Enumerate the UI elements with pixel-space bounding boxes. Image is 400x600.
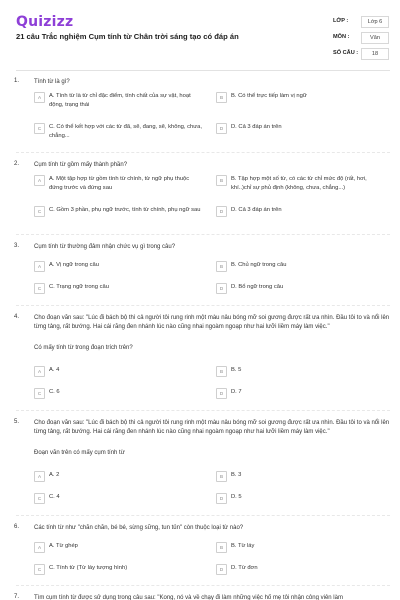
option-letter-box: D: [216, 206, 227, 217]
option-letter-box: A: [34, 471, 45, 482]
answer-option-b[interactable]: [216, 175, 388, 193]
meta-subject: [333, 30, 391, 46]
answer-option-c[interactable]: [34, 388, 206, 406]
meta-count-value: 18: [361, 48, 389, 60]
answer-option-c[interactable]: [34, 493, 206, 511]
option-letter-box: D: [216, 283, 227, 294]
option-text: A. Một tập hợp từ gồm tính từ chính, từ ngữ phụ thuộc đứng trước và đứng sau: [49, 176, 190, 191]
answer-option-d[interactable]: [216, 206, 388, 224]
option-letter-box: B: [216, 471, 227, 482]
option-text: B. Từ láy: [231, 543, 255, 549]
option-text: C. Có thể kết hợp với các từ đã, sẽ, đang, sẽ, không, chưa, chẳng...: [49, 124, 202, 139]
option-letter-box: C: [34, 123, 45, 134]
question-number: 7.: [14, 594, 20, 600]
option-text: D. 5: [231, 494, 242, 500]
option-text: D. Cả 3 đáp án trên: [231, 124, 282, 130]
answer-option-c[interactable]: [34, 206, 206, 224]
option-letter-box: A: [34, 175, 45, 186]
question-prompt: Có mấy tính từ trong đoạn trích trên?: [34, 345, 133, 351]
answer-option-c[interactable]: [34, 123, 206, 141]
option-text: C. Tính từ (Từ láy tượng hình): [49, 565, 128, 571]
option-letter-box: D: [216, 388, 227, 399]
question-text: Cho đoạn văn sau: "Lúc đi bách bộ thì cả người tôi rung rinh một màu nâu bóng mỡ soi gương được rất ưa nhìn. Đầu tôi to và nổi lên từng tảng, rất bướng. Hai cái răng đen nhánh lúc nào cũng nhai ngoàm ngoạp như hai lưỡi liềm máy làm việc.": [34, 420, 390, 436]
option-text: B. 5: [231, 367, 242, 373]
answer-option-a[interactable]: [34, 261, 206, 279]
option-letter-box: B: [216, 175, 227, 186]
question-number: 1.: [14, 78, 20, 84]
option-letter-box: A: [34, 261, 45, 272]
meta-class: [333, 14, 391, 30]
answer-option-c[interactable]: [34, 564, 206, 582]
question-text: Cụm tính từ gồm mấy thành phần?: [34, 162, 128, 168]
option-text: B. Có thể trực tiếp làm vị ngữ: [231, 93, 307, 99]
answer-option-d[interactable]: [216, 123, 388, 141]
answer-option-a[interactable]: [34, 92, 206, 110]
answer-option-b[interactable]: [216, 471, 388, 489]
option-letter-box: D: [216, 123, 227, 134]
option-text: D. Bổ ngữ trong câu: [231, 284, 284, 290]
option-text: A. Tính từ là từ chỉ đặc điểm, tính chất của sự vật, hoạt động, trạng thái: [49, 93, 191, 108]
option-letter-box: C: [34, 493, 45, 504]
answer-option-b[interactable]: [216, 542, 388, 560]
answer-option-d[interactable]: [216, 388, 388, 406]
option-letter-box: A: [34, 92, 45, 103]
answer-option-b[interactable]: [216, 261, 388, 279]
question-text: Tìm cụm tính từ được sử dụng trong câu sau: "Kong, nó và về chạy đi làm những việc hố mẹ tôi nhận công viên làm: [34, 595, 343, 600]
question-separator: [16, 515, 390, 516]
worksheet-meta: [333, 14, 391, 62]
option-letter-box: C: [34, 283, 45, 294]
meta-class-label: LỚP :: [333, 18, 349, 24]
question-number: 2.: [14, 161, 20, 167]
question-separator: [16, 410, 390, 411]
option-letter-box: B: [216, 366, 227, 377]
answer-option-b[interactable]: [216, 366, 388, 384]
option-text: A. 4: [49, 367, 60, 373]
answer-option-a[interactable]: [34, 542, 206, 560]
option-letter-box: B: [216, 261, 227, 272]
option-letter-box: A: [34, 366, 45, 377]
answer-option-c[interactable]: [34, 283, 206, 301]
option-text: D. 7: [231, 389, 242, 395]
question-number: 5.: [14, 419, 20, 425]
option-text: A. Vị ngữ trong câu: [49, 262, 99, 268]
meta-count: [333, 46, 391, 62]
question-text: Cụm tính từ thường đảm nhận chức vụ gì trong câu?: [34, 244, 176, 250]
meta-count-label: SỐ CÂU :: [333, 50, 359, 56]
option-text: B. Tập hợp một số từ, có các từ chỉ mức độ (rất, hơi, khí..)chỉ sự phủ định (không, chưa, chẳng...): [231, 176, 367, 191]
option-letter-box: D: [216, 564, 227, 575]
meta-subject-value: Văn: [361, 32, 389, 44]
question-separator: [16, 234, 390, 235]
answer-option-d[interactable]: [216, 493, 388, 511]
question-number: 3.: [14, 243, 20, 249]
question-prompt: Đoạn văn trên có mấy cụm tính từ: [34, 450, 125, 456]
worksheet-header: [0, 0, 400, 70]
option-letter-box: C: [34, 206, 45, 217]
question-number: 6.: [14, 524, 20, 530]
option-text: A. 2: [49, 472, 60, 478]
option-letter-box: B: [216, 542, 227, 553]
answer-option-d[interactable]: [216, 564, 388, 582]
question-text: Cho đoạn văn sau: "Lúc đi bách bộ thì cả người tôi rung rinh một màu nâu bóng mỡ soi gương được rất ưa nhìn. Đầu tôi to và nổi lên từng tảng, rất bướng. Hai cái răng đen nhánh lúc nào cũng nhai ngoàm ngoạp như hai lưỡi liềm máy làm việc.": [34, 315, 390, 331]
option-text: D. Từ đơn: [231, 565, 258, 571]
worksheet-title: 21 câu Trắc nghiệm Cụm tính từ Chân trời sáng tạo có đáp án: [16, 32, 239, 41]
meta-subject-label: MÔN :: [333, 34, 350, 40]
question-text: Các tính từ như "chăn chăn, bé bé, sừng sững, tun tủn" còn thuộc loại từ nào?: [34, 525, 244, 531]
question-separator: [16, 305, 390, 306]
option-letter-box: C: [34, 564, 45, 575]
question-number: 4.: [14, 314, 20, 320]
header-divider: [16, 70, 390, 71]
option-text: C. Trạng ngữ trong câu: [49, 284, 109, 290]
answer-option-a[interactable]: [34, 175, 206, 193]
option-letter-box: C: [34, 388, 45, 399]
answer-option-b[interactable]: [216, 92, 388, 110]
option-text: B. Chủ ngữ trong câu: [231, 262, 287, 268]
option-letter-box: A: [34, 542, 45, 553]
option-letter-box: D: [216, 493, 227, 504]
option-text: C. 4: [49, 494, 60, 500]
option-letter-box: B: [216, 92, 227, 103]
answer-option-d[interactable]: [216, 283, 388, 301]
option-text: C. Gồm 3 phần, phụ ngữ trước, tính từ chính, phụ ngữ sau: [49, 207, 201, 213]
answer-option-a[interactable]: [34, 471, 206, 489]
question-separator: [16, 152, 390, 153]
question-text: Tính từ là gì?: [34, 79, 70, 85]
meta-class-value: Lớp 6: [361, 16, 389, 28]
question-separator: [16, 585, 390, 586]
quizizz-logo: Quizizz: [16, 14, 74, 30]
option-text: C. 6: [49, 389, 60, 395]
option-text: A. Từ ghép: [49, 543, 78, 549]
answer-option-a[interactable]: [34, 366, 206, 384]
option-text: B. 3: [231, 472, 242, 478]
option-text: D. Cả 3 đáp án trên: [231, 207, 282, 213]
